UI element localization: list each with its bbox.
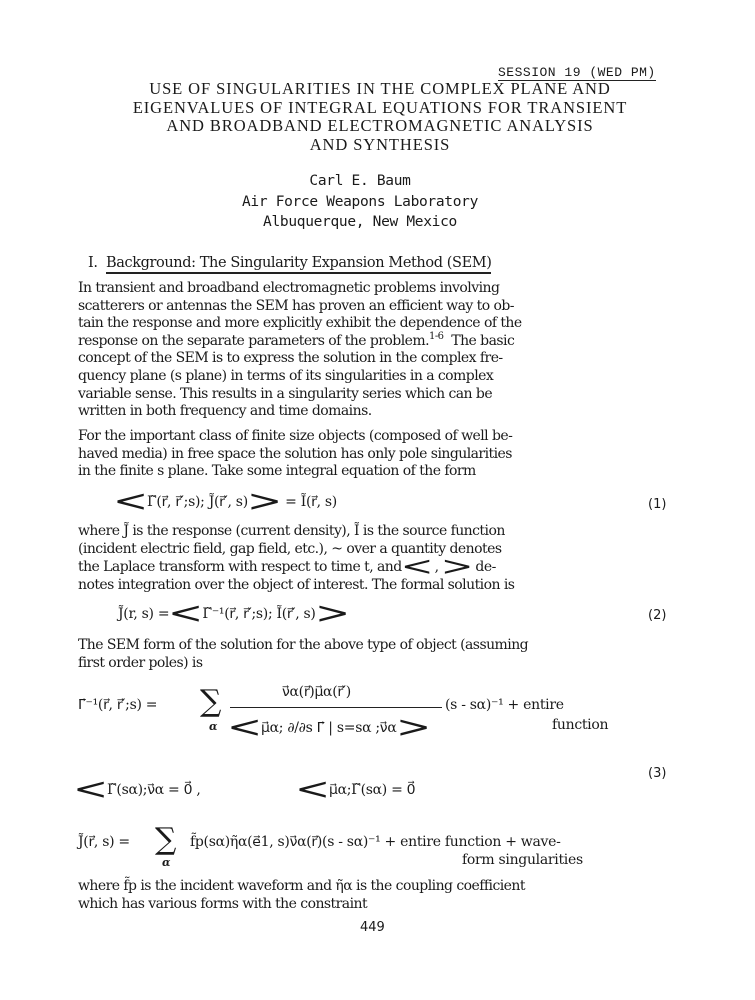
p1-line-1: In transient and broadband electromagnetic problems involving <box>78 280 500 296</box>
p4-line-2: first order poles) is <box>78 654 203 671</box>
equation-4-tail: form singularities <box>462 852 583 868</box>
author-location: Albuquerque, New Mexico <box>263 214 457 230</box>
p3-line-3: the Laplace transform with respect to time t, and < , > de- <box>78 552 496 583</box>
summation-symbol: ∑ <box>155 822 177 857</box>
p2-line-2: haved media) in free space the solution has only pole singularities <box>78 445 512 462</box>
eq2-body: Γ̃⁻¹(r⃗, r⃗′;s); Ĩ(r⃗′, s) <box>202 606 316 622</box>
p1-line-6: quency plane (s plane) in terms of its singularities in a complex <box>78 367 494 384</box>
session-label: SESSION 19 (WED PM) <box>498 65 656 80</box>
section-heading <box>88 255 491 271</box>
p5-line-1: where f̃p is the incident waveform and η̃α is the coupling coefficient <box>78 878 525 894</box>
paragraph-2 <box>78 428 662 481</box>
eq3a-denominator <box>227 710 431 745</box>
equation-4-body: f̃p(sα)η̃α(e⃗1, s)ν⃗α(r⃗)(s - sα)⁻¹ + entire function + wave- <box>190 834 561 850</box>
author-block <box>60 171 660 233</box>
title-line-2: EIGENVALUES OF INTEGRAL EQUATIONS FOR TRANSIENT <box>132 97 628 117</box>
equation-1 <box>113 484 337 519</box>
p1-line-4 <box>78 330 662 351</box>
sum-index: α <box>162 856 171 869</box>
p1-line-5: concept of the SEM is to express the solution in the complex fre- <box>78 350 503 367</box>
sum-index: α <box>209 720 218 733</box>
p1-line-2: scatterers or antennas the SEM has proven an efficient way to ob- <box>78 297 514 314</box>
page-number: 449 <box>360 920 385 935</box>
equation-3b-left <box>73 772 201 807</box>
left-angle-bracket: < <box>400 552 433 583</box>
p1-line-7: variable sense. This results in a singularity series which can be <box>78 385 493 402</box>
p4-line-1: The SEM form of the solution for the above type of object (assuming <box>78 637 529 653</box>
paragraph-3 <box>78 523 662 594</box>
equation-2-number: (2) <box>648 608 667 623</box>
p3-line-2: (incident electric field, gap field, etc.), ~ over a quantity denotes <box>78 540 502 557</box>
p3-line-4: notes integration over the object of interest. The formal solution is <box>78 576 515 593</box>
author-name: Carl E. Baum <box>309 173 411 189</box>
p2-line-3: in the finite s plane. Take some integral equation of the form <box>78 463 476 480</box>
section-number: I. <box>88 255 98 271</box>
title-line-4: AND SYNTHESIS <box>309 134 451 154</box>
eq3a-tail-2: function <box>552 717 609 733</box>
title-line-1: USE OF SINGULARITIES IN THE COMPLEX PLANE AND <box>149 79 611 98</box>
paper-title <box>60 80 700 154</box>
fraction-bar <box>230 707 442 708</box>
p2-line-1: For the important class of finite size objects (composed of well be- <box>78 428 513 444</box>
eq3a-numerator: ν⃗α(r⃗)μ⃗α(r⃗′) <box>282 684 351 700</box>
equation-3b-right <box>295 772 416 807</box>
title-line-3: AND BROADBAND ELECTROMAGNETIC ANALYSIS <box>166 116 594 135</box>
eq1-rhs: = Ĩ(r⃗, s) <box>285 494 337 510</box>
paragraph-1 <box>78 280 662 421</box>
equation-4-lhs: J̃(r⃗, s) = <box>78 834 130 850</box>
eq3a-denominator-body: μ⃗α; ∂/∂s Γ⃗ | s=sα ;ν⃗α <box>261 720 397 736</box>
p3-line-3-tail: de- <box>475 559 496 576</box>
p1-line-4-tail: The basic <box>451 332 515 349</box>
right-angle-bracket: > <box>247 484 282 519</box>
paragraph-5 <box>78 878 662 913</box>
left-angle-bracket: < <box>73 772 108 807</box>
eq3a-tail: (s - sα)⁻¹ + entire <box>445 697 564 713</box>
paragraph-4 <box>78 637 662 672</box>
reference-superscript: 1-6 <box>429 330 444 342</box>
equation-3a-lhs: Γ⃗⁻¹(r⃗, r⃗′;s) = <box>78 697 158 713</box>
eq2-lhs: J̃(r, s) = <box>118 606 170 622</box>
left-angle-bracket: < <box>227 710 262 745</box>
left-angle-bracket: < <box>113 484 148 519</box>
left-angle-bracket: < <box>168 596 204 631</box>
p3-line-1: where J̃ is the response (current density), Ĩ is the source function <box>78 523 505 539</box>
eq3b-right-body: μ⃗α;Γ̃(sα) = 0⃗ <box>329 782 416 798</box>
section-title: Background: The Singularity Expansion Method (SEM) <box>106 255 492 274</box>
p5-line-2: which has various forms with the constraint <box>78 895 368 912</box>
p3-line-3-text: the Laplace transform with respect to time t, and <box>78 559 402 576</box>
author-affiliation: Air Force Weapons Laboratory <box>241 193 479 210</box>
p1-line-4-text: response on the separate parameters of the problem. <box>78 332 430 349</box>
right-angle-bracket: > <box>395 710 431 745</box>
p1-line-3: tain the response and more explicitly exhibit the dependence of the <box>78 315 522 332</box>
eq3b-left-body: Γ̃(sα);ν⃗α = 0⃗ , <box>107 782 201 798</box>
equation-1-number: (1) <box>648 497 667 512</box>
eq1-lhs: Γ̃(r⃗, r⃗′;s); J̃(r⃗′, s) <box>147 494 248 510</box>
summation-symbol: ∑ <box>200 684 222 719</box>
right-angle-bracket: > <box>314 596 350 631</box>
left-angle-bracket: < <box>295 772 330 807</box>
equation-2 <box>118 596 350 631</box>
equation-3-number: (3) <box>648 766 667 781</box>
right-angle-bracket: > <box>441 552 473 583</box>
p1-line-8: written in both frequency and time domains. <box>78 403 372 420</box>
